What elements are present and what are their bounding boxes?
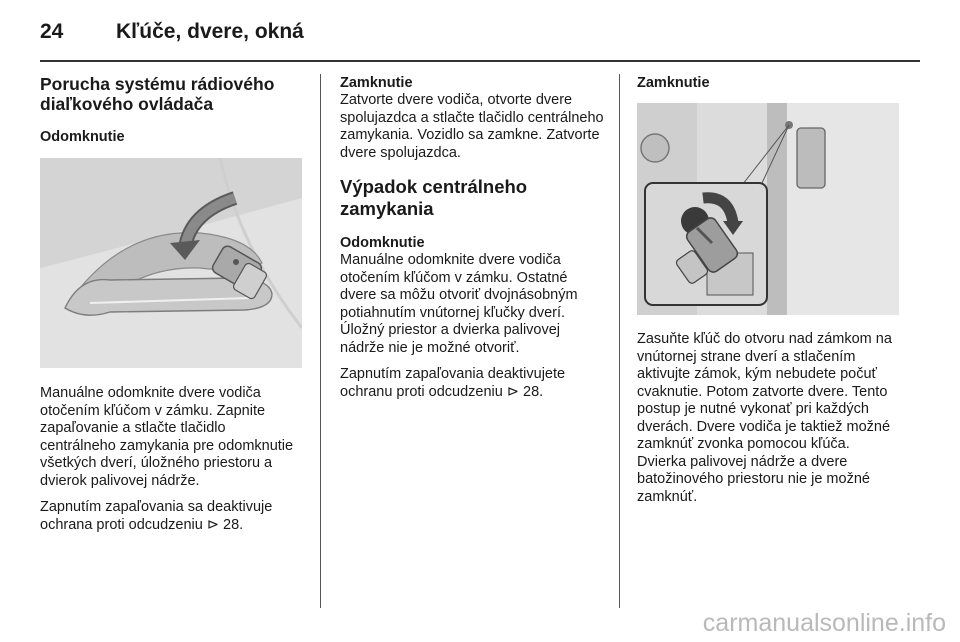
paragraph-theft-protection: Zapnutím zapaľovania sa deaktivuje ochrana proti odcudzeniu ⊳ 28. — [40, 499, 273, 533]
paragraph: Manuálne odomknite dvere vodiča otočením kľúčom v zámku. Ostatné dvere sa môžu otvoriť dvojnásobným potiahnutím vnútornej kľučky dverí. Úložný priestor a dvierka palivovej nádrže nie je možné otvoriť. — [340, 252, 578, 356]
door-handle-key-illustration — [40, 158, 302, 368]
column-3 — [637, 74, 899, 506]
paragraph-theft-protection: Zapnutím zapaľovania deaktivujete ochranu proti odcudzeniu ⊳ 28. — [340, 366, 566, 400]
header-rule — [40, 60, 920, 62]
column-1 — [40, 74, 302, 534]
column-divider — [619, 74, 620, 608]
subheading-lock: Zamknutie — [637, 75, 710, 91]
paragraph: Manuálne odomknite dvere vodiča otočením kľúčom v zámku. Zapnite zapaľovanie a stlačte tlačidlo centrálneho zamykania pre odomknutie všetkých dverí, úložného priestoru a dvierok palivovej nádrže. — [40, 385, 294, 489]
paragraph: Zatvorte dvere vodiča, otvorte dvere spolujazdca a stlačte tlačidlo centrálneho zamykania. Vozidlo sa zamkne. Zatvorte dvere spolujazdca. — [340, 92, 604, 161]
column-2 — [340, 74, 606, 401]
section-heading: Porucha systému rádiového diaľkového ovládača — [40, 74, 275, 114]
page-header — [40, 14, 920, 50]
subheading-lock: Zamknutie — [340, 75, 413, 91]
column-divider — [320, 74, 321, 608]
door-lock-key-illustration — [637, 103, 899, 315]
page-number: 24 — [40, 20, 64, 43]
section-heading: Výpadok centrálneho zamykania — [340, 176, 528, 219]
watermark: carmanualsonline.info — [702, 609, 946, 637]
paragraph: Zasuňte kľúč do otvoru nad zámkom na vnútornej strane dverí a stlačením aktivujte zámok, kým nebudete počuť cvaknutie. Potom zatvorte dvere. Tento postup je nutné vykonať pri každých dverách. Dvere vodiča je taktiež možné zamknúť zvonka pomocou kľúča. Dvierka palivovej nádrže a dvere batožinového priestoru nie je možné zamknúť. — [637, 331, 892, 505]
subheading-unlock: Odomknutie — [40, 129, 125, 145]
chapter-title: Kľúče, dvere, okná — [116, 20, 304, 43]
subheading-unlock: Odomknutie — [340, 235, 425, 251]
